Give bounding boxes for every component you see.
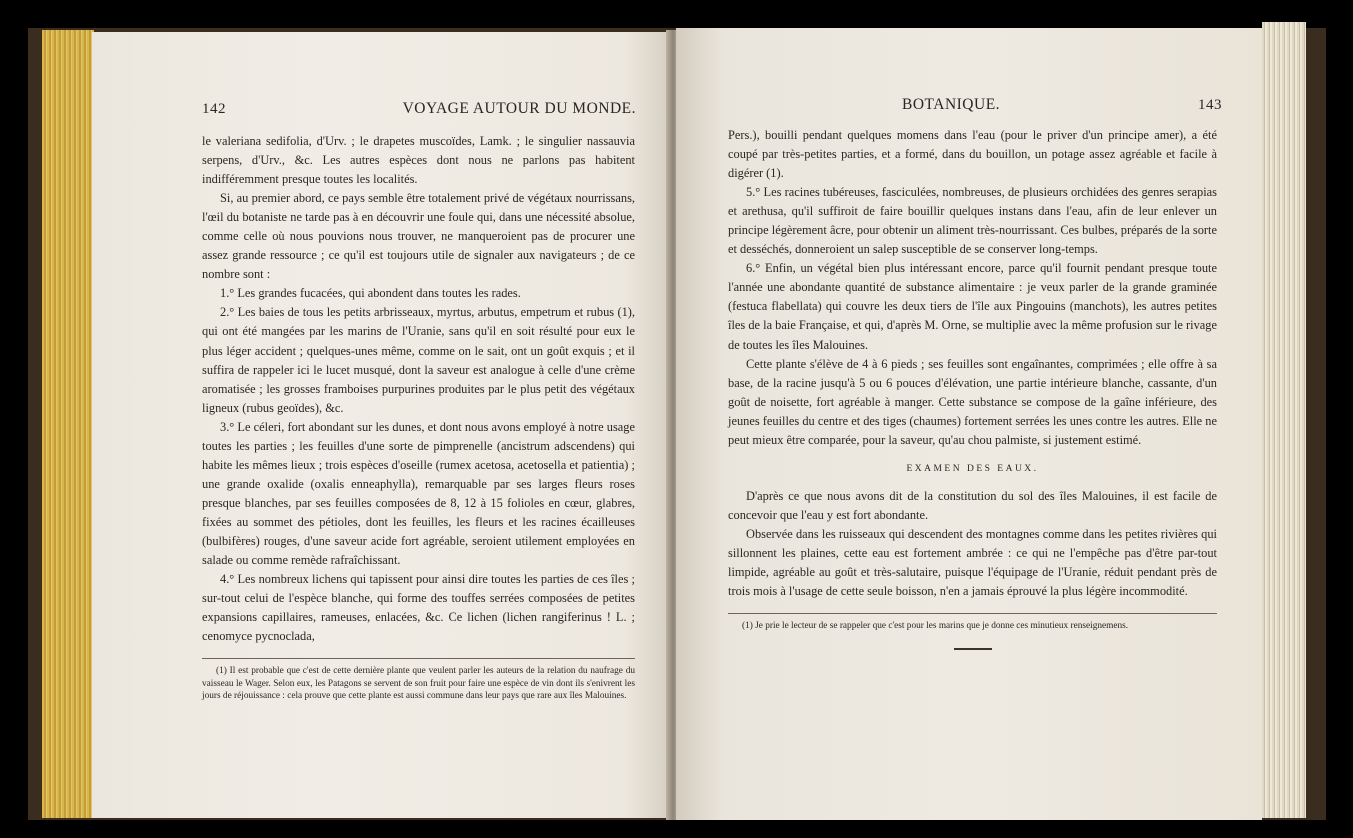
left-running-head: VOYAGE AUTOUR DU MONDE.	[402, 100, 636, 117]
right-page-header	[676, 96, 1262, 114]
paragraph: 4.° Les nombreux lichens qui tapissent pour ainsi dire toutes les parties de ces îles ; sur-tout celui de l'espèce blanche, qui forme des touffes serrées composées de petites expansions capillaires, rameuses, enlacées, &c. Ce lichen (lichen rangiferinus ! L. ; cenomyce pycnoclada,	[202, 572, 635, 644]
footnote-rule	[202, 658, 635, 659]
page-edge-right	[1262, 22, 1306, 818]
left-page-number: 142	[202, 101, 226, 117]
paragraph: 1.° Les grandes fucacées, qui abondent dans toutes les rades.	[220, 286, 521, 301]
paragraph: le valeriana sedifolia, d'Urv. ; le drapetes muscoïdes, Lamk. ; le singulier nassauvia serpens, d'Urv., &c. Les autres espèces dont nous ne parlons pas habitent indifféremment presque toutes les localités.	[202, 134, 635, 187]
end-rule	[954, 648, 992, 650]
paragraph: D'après ce que nous avons dit de la constitution du sol des îles Malouines, il est facile de concevoir que l'eau y est fort abondante.	[728, 488, 1217, 522]
right-page-body	[728, 126, 1217, 650]
left-page	[92, 32, 670, 818]
right-page	[676, 28, 1262, 820]
gilt-page-edge-left	[42, 30, 94, 818]
right-page-number: 143	[1198, 97, 1222, 113]
paragraph: 6.° Enfin, un végétal bien plus intéressant encore, parce qu'il fournit pendant presque toute l'année une abondante quantité de substance alimentaire : je veux parler de la grande graminée (festuca flabellata) qui couvre les deux tiers de l'île aux Pingouins (manchots), les autres petites îles de la baie Française, et qui, d'après M. Orne, se multiplie avec la même profusion sur le rivage de toutes les îles Malouines.	[728, 261, 1217, 352]
paragraph: 3.° Le céleri, fort abondant sur les dunes, et dont nous avons employé à notre usage toutes les parties ; les feuilles d'une sorte de pimprenelle (ancistrum adscendens) qui habite les mêmes lieux ; trois espèces d'oseille (rumex acetosa, acetosella et patientia) ; une grande oxalide (oxalis enneaphylla), remarquable par ses larges fleurs roses presque blanches, par ses feuilles composées de 8, 12 à 15 folioles en cœur, glabres, fixées au sommet des pétioles, dont les feuilles, les fleurs et les racines écailleuses (bulbifères) rouges, d'une saveur acide fort agréable, seroient utilement employées en salade ou comme remède rafraîchissant.	[202, 419, 635, 568]
left-page-body	[202, 132, 635, 702]
footnote: (1) Je prie le lecteur de se rappeler que c'est pour les marins que je donne ces minutieux renseignemens.	[742, 621, 1129, 632]
paragraph: Si, au premier abord, ce pays semble être totalement privé de végétaux nourrissans, l'œil du botaniste ne tarde pas à en découvrir une foule qui, dans une nécessité absolue, comme celle où nous pouvions nous trouver, ne manqueroient pas de procurer une assez grande ressource ; ce qu'il est toujours utile de signaler aux navigateurs ; de ce nombre sont :	[202, 191, 635, 282]
left-page-header	[92, 100, 670, 118]
section-title: EXAMEN DES EAUX.	[906, 463, 1039, 474]
footnote: (1) Il est probable que c'est de cette dernière plante que veulent parler les auteurs de la relation du naufrage du vaisseau le Wager. Selon eux, les Patagons se servent de son fruit pour faire une espèce de vin dont ils s'enivrent les jours de réjouissance : cela prouve que cette plante est aussi commune dans leur pays que rare aux îles Malouines.	[202, 666, 635, 701]
footnote-rule	[728, 613, 1217, 614]
paragraph: Observée dans les ruisseaux qui descendent des montagnes comme dans les petites rivières qui sillonnent les plaines, cette eau est fortement ambrée : ce qui ne l'empêche pas d'être par-tout limpide, agréable au goût et très-salutaire, puisque l'équipage de l'Uranie, réduit pendant près de trois mois à l'usage de cette seule boisson, n'en a jamais éprouvé la plus légère incommodité.	[728, 526, 1217, 599]
paragraph: Pers.), bouilli pendant quelques momens dans l'eau (pour le priver d'un principe amer), a été coupé par très-petites parties, et a formé, dans du bouillon, un potage assez agréable et facile à digérer (1).	[728, 128, 1217, 181]
right-running-head: BOTANIQUE.	[902, 96, 1001, 113]
paragraph: Cette plante s'élève de 4 à 6 pieds ; ses feuilles sont engaînantes, comprimées ; elle offre à sa base, de la racine jusqu'à 5 ou 6 pouces d'élévation, une partie intérieure blanche, cassante, d'un goût de noisette, fort agréable à manger. Cette substance se compose de la gaîne inférieure, des jeunes feuilles du centre et des tiges (chaumes) fortement serrées les unes contre les autres. Elle ne peut mieux être comparée, pour la saveur, qu'au chou palmiste, si justement estimé.	[728, 356, 1217, 447]
paragraph: 2.° Les baies de tous les petits arbrisseaux, myrtus, arbutus, empetrum et rubus (1), qui ont été mangées par les marins de l'Uranie, sans qu'il en soit résulté pour eux le plus léger accident ; quelques-unes même, comme on le sait, ont un goût exquis ; et il suffira de rappeler ici le lucet musqué, dont la saveur est analogue à celle d'une crème aromatisée ; les grosses framboises purpurines produites par le plus petit des végétaux ligneux (rubus geoïdes), &c.	[202, 305, 635, 415]
paragraph: 5.° Les racines tubéreuses, fasciculées, nombreuses, de plusieurs orchidées des genres serapias et arethusa, qu'il suffiroit de faire bouillir quelques instans dans l'eau, afin de leur enlever un principe légèrement âcre, pour obtenir un aliment très-nourrissant. Ces bulbes, préparés de la sorte et desséchés, donneroient un salep susceptible de se conserver long-temps.	[728, 185, 1217, 257]
